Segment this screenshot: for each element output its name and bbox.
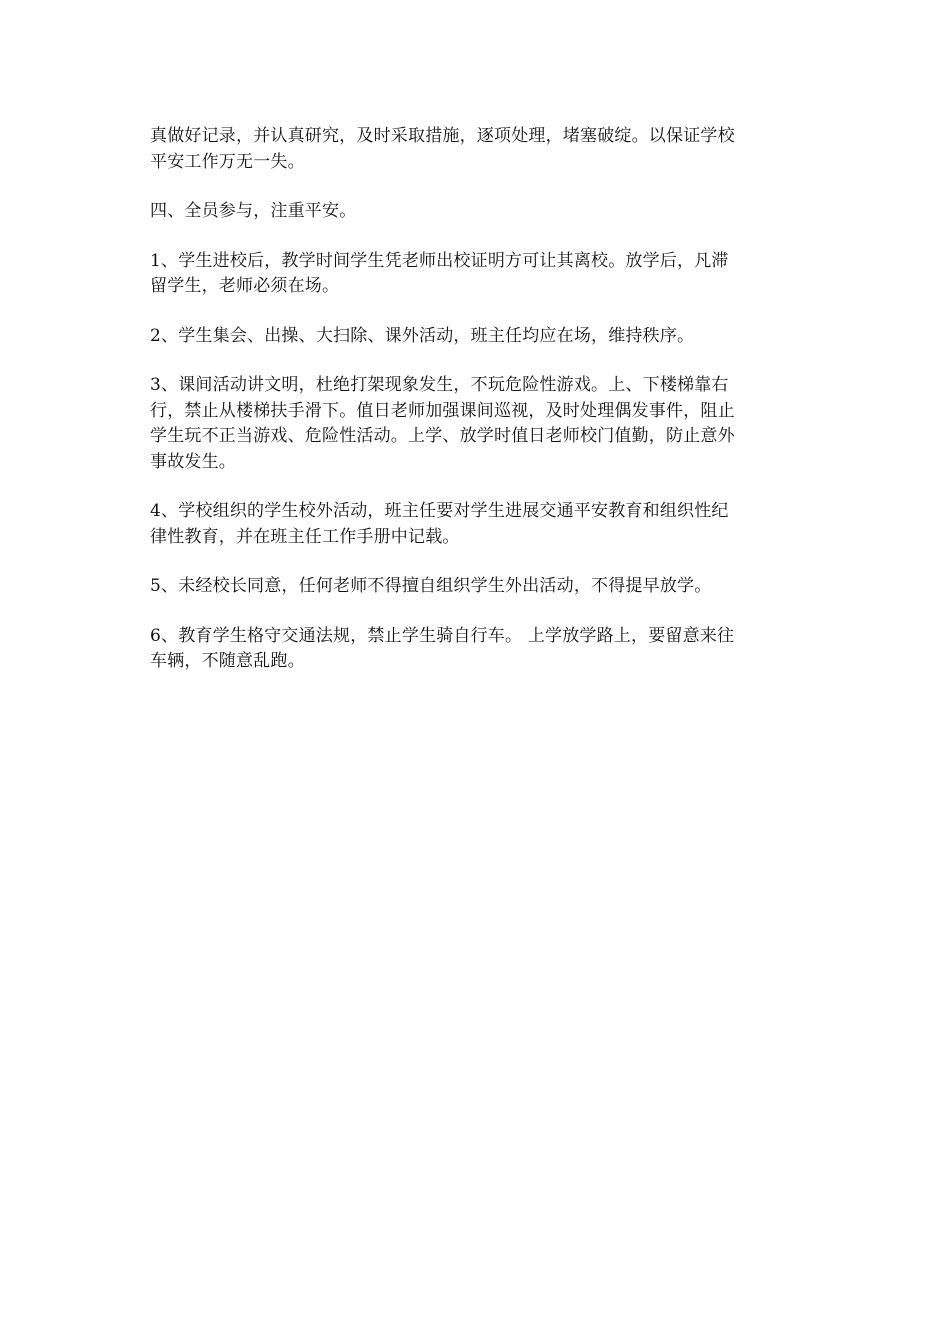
- paragraph-line: 事故发生。: [150, 451, 236, 472]
- paragraph-line: 学生玩不正当游戏、危险性活动。上学、放学时值日老师校门值勤，防止意外: [150, 426, 735, 446]
- paragraph-line: 真做好记录，并认真研究，及时采取措施，逐项处理，堵塞破绽。以保证学校: [150, 126, 735, 146]
- paragraph-line: 四、全员参与，注重平安。: [150, 201, 357, 221]
- list-item-2: [150, 324, 806, 350]
- document-body: [150, 124, 806, 699]
- paragraph-line: 行，禁止从楼梯扶手滑下。值日老师加强课间巡视，及时处理偶发事件，阻止: [150, 400, 735, 421]
- paragraph-line: 5、未经校长同意，任何老师不得擅自组织学生外出活动，不得提早放学。: [150, 576, 712, 596]
- paragraph-line: 3、课间活动讲文明，杜绝打架现象发生，不玩危险性游戏。上、下楼梯靠右: [150, 375, 729, 395]
- paragraph-line: 留学生，老师必须在场。: [150, 276, 340, 296]
- paragraph-line: 车辆，不随意乱跑。: [150, 651, 305, 671]
- section-heading: [150, 199, 806, 225]
- list-item-6: [150, 624, 806, 675]
- list-item-5: [150, 574, 806, 600]
- paragraph-line: 1、学生进校后，教学时间学生凭老师出校证明方可让其离校。放学后，凡滞: [150, 250, 729, 271]
- paragraph-line: 平安工作万无一失。: [150, 151, 305, 172]
- list-item-1: [150, 249, 806, 300]
- list-item-4: [150, 499, 806, 550]
- paragraph-line: 6、教育学生格守交通法规，禁止学生骑自行车。 上学放学路上，要留意来往: [150, 625, 735, 646]
- paragraph-1: [150, 124, 806, 175]
- paragraph-line: 4、学校组织的学生校外活动，班主任要对学生进展交通平安教育和组织性纪: [150, 501, 729, 521]
- paragraph-line: 2、学生集会、出操、大扫除、课外活动，班主任均应在场，维持秩序。: [150, 325, 695, 346]
- list-item-3: [150, 373, 806, 475]
- paragraph-line: 律性教育，并在班主任工作手册中记载。: [150, 526, 460, 547]
